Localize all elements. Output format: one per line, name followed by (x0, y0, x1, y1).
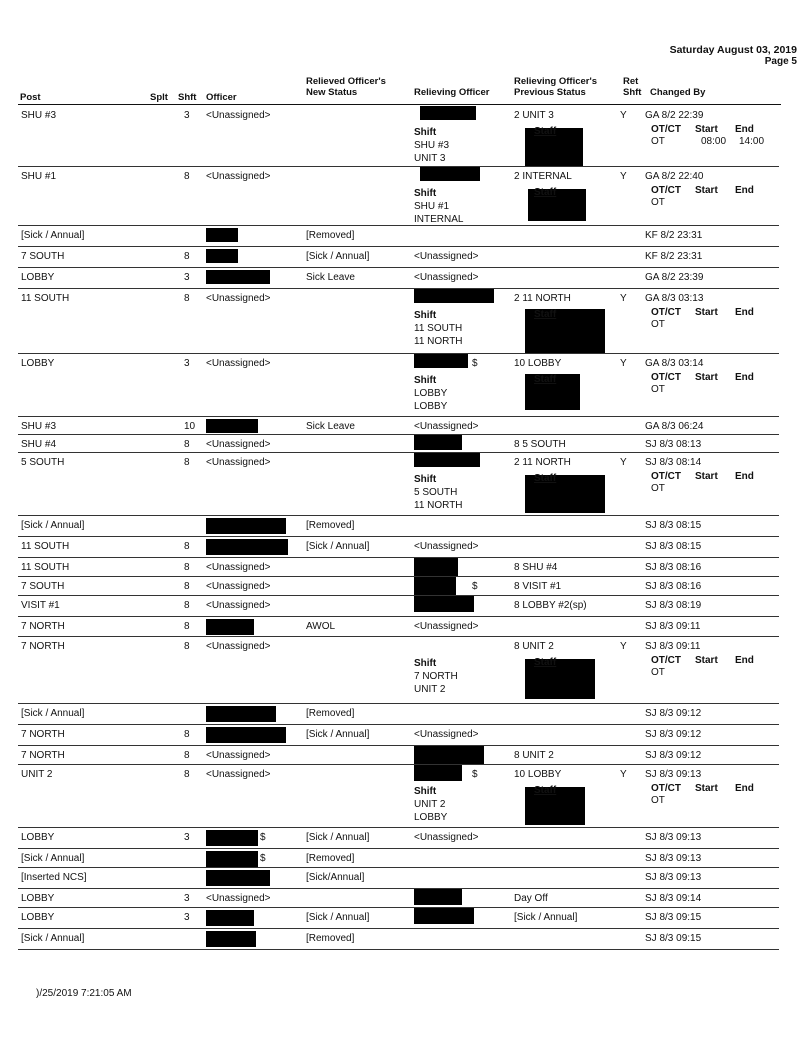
ret-shift-cell: Y (620, 171, 627, 182)
redaction-block (206, 931, 256, 947)
new-status-cell: [Removed] (306, 230, 355, 241)
post-cell: SHU #1 (21, 171, 57, 182)
table-row (18, 596, 779, 617)
shift-label: Shift (414, 127, 437, 138)
ot-value: OT (651, 319, 665, 330)
post-cell: LOBBY (21, 832, 55, 843)
shift-line: LOBBY (414, 401, 448, 412)
changed-by-cell: SJ 8/3 09:13 (645, 872, 702, 883)
header-divider (18, 104, 781, 105)
post-cell: 7 NORTH (21, 641, 65, 652)
table-row (18, 106, 779, 167)
start-label: Start (695, 307, 718, 318)
post-cell: [Sick / Annual] (21, 708, 85, 719)
shift-line: 7 NORTH (414, 671, 458, 682)
ot-ct-label: OT/CT (651, 185, 681, 196)
table-row (18, 765, 779, 828)
shift-cell: 3 (184, 272, 190, 283)
ot-ct-label: OT/CT (651, 307, 681, 318)
table-row (18, 435, 779, 453)
table-row (18, 537, 779, 558)
changed-by-cell: SJ 8/3 09:13 (645, 853, 702, 864)
shift-cell: 8 (184, 641, 190, 652)
redaction-block (414, 596, 474, 612)
officer-cell: <Unassigned> (206, 893, 271, 904)
post-cell: 5 SOUTH (21, 457, 65, 468)
table-row (18, 226, 779, 247)
column-header-new-status: Relieved Officer's New Status (306, 76, 386, 98)
changed-by-cell: SJ 8/3 08:16 (645, 581, 702, 592)
post-cell: 7 NORTH (21, 750, 65, 761)
previous-status-cell: 8 5 SOUTH (514, 439, 566, 450)
ot-grid-header (651, 185, 754, 197)
post-cell: [Sick / Annual] (21, 230, 85, 241)
changed-by-cell: GA 8/3 03:13 (645, 293, 704, 304)
ot-value: OT (651, 384, 665, 395)
changed-by-cell: SJ 8/3 08:19 (645, 600, 702, 611)
ot-grid-values (651, 795, 754, 807)
ot-value: OT (651, 136, 665, 147)
shift-line: UNIT 3 (414, 153, 446, 164)
ot-grid (651, 124, 764, 148)
redaction-block (206, 518, 286, 534)
shift-line: 11 NORTH (414, 500, 463, 511)
shift-line: UNIT 2 (414, 684, 446, 695)
officer-cell: <Unassigned> (206, 439, 271, 450)
officer-cell: <Unassigned> (206, 293, 271, 304)
table-row (18, 746, 779, 765)
changed-by-cell: GA 8/3 06:24 (645, 421, 704, 432)
post-cell: [Sick / Annual] (21, 853, 85, 864)
ot-ct-label: OT/CT (651, 124, 681, 135)
shift-label: Shift (414, 188, 437, 199)
shift-cell: 8 (184, 769, 190, 780)
shift-cell: 3 (184, 912, 190, 923)
previous-status-cell: 8 LOBBY #2(sp) (514, 600, 587, 611)
start-label: Start (695, 185, 718, 196)
redaction-block (414, 908, 474, 924)
redaction-block (414, 558, 458, 576)
previous-status-cell: Day Off (514, 893, 548, 904)
relieving-officer-cell: <Unassigned> (414, 421, 479, 432)
redaction-block (206, 419, 258, 433)
changed-by-cell: SJ 8/3 08:16 (645, 562, 702, 573)
shift-cell: 8 (184, 457, 190, 468)
redaction-block (206, 539, 288, 555)
new-status-cell: [Removed] (306, 933, 355, 944)
table-row (18, 908, 779, 929)
staff-label: Staff (534, 657, 557, 668)
changed-by-cell: KF 8/2 23:31 (645, 230, 703, 241)
post-cell: 7 SOUTH (21, 251, 65, 262)
shift-cell: 8 (184, 562, 190, 573)
ot-grid (651, 471, 754, 495)
post-cell: SHU #4 (21, 439, 57, 450)
officer-cell: <Unassigned> (206, 641, 271, 652)
officer-cell: <Unassigned> (206, 358, 271, 369)
ot-grid-values (651, 197, 754, 209)
officer-cell: $ (260, 853, 266, 864)
post-cell: UNIT 2 (21, 769, 53, 780)
table-row (18, 889, 779, 908)
start-label: Start (695, 655, 718, 666)
redaction-block (420, 106, 476, 120)
shift-cell: 3 (184, 832, 190, 843)
new-status-cell: [Sick / Annual] (306, 251, 370, 262)
shift-line: LOBBY (414, 388, 448, 399)
ot-ct-label: OT/CT (651, 783, 681, 794)
redaction-block (414, 453, 480, 467)
relieving-officer-cell: <Unassigned> (414, 832, 479, 843)
table-row (18, 417, 779, 435)
redaction-block (206, 619, 254, 635)
redaction-block (414, 435, 462, 450)
new-status-cell: [Sick / Annual] (306, 832, 370, 843)
column-header-changed-by: Changed By (650, 87, 706, 98)
changed-by-cell: SJ 8/3 09:12 (645, 750, 702, 761)
shift-detail (414, 126, 449, 165)
table-row (18, 289, 779, 354)
post-cell: SHU #3 (21, 110, 57, 121)
changed-by-cell: SJ 8/3 09:12 (645, 708, 702, 719)
ot-value: OT (651, 795, 665, 806)
relieving-officer-cell: <Unassigned> (414, 621, 479, 632)
previous-status-cell: 8 VISIT #1 (514, 581, 562, 592)
ret-shift-cell: Y (620, 457, 627, 468)
ot-grid (651, 655, 754, 679)
shift-cell: 8 (184, 729, 190, 740)
changed-by-cell: SJ 8/3 09:15 (645, 933, 702, 944)
table-row (18, 558, 779, 577)
changed-by-cell: KF 8/2 23:31 (645, 251, 703, 262)
shift-cell: 8 (184, 581, 190, 592)
table-row (18, 828, 779, 849)
shift-line: 11 NORTH (414, 336, 463, 347)
shift-label: Shift (414, 310, 437, 321)
table-row (18, 516, 779, 537)
redaction-block (420, 167, 480, 181)
ret-shift-cell: Y (620, 641, 627, 652)
table-row (18, 577, 779, 596)
previous-status-cell: 2 INTERNAL (514, 171, 572, 182)
redaction-block (206, 851, 258, 867)
redaction-block (414, 577, 456, 595)
ot-end-value: 14:00 (739, 136, 765, 147)
post-cell: SHU #3 (21, 421, 57, 432)
end-label: End (735, 372, 754, 383)
column-header-ret-shift: Ret Shft (623, 76, 642, 98)
table-row (18, 637, 779, 704)
redaction-block (206, 830, 258, 846)
shift-line: 5 SOUTH (414, 487, 458, 498)
ot-grid-values (651, 667, 754, 679)
new-status-cell: Sick Leave (306, 421, 355, 432)
shift-detail (414, 187, 463, 226)
ot-grid-values (651, 136, 764, 148)
officer-cell: <Unassigned> (206, 581, 271, 592)
shift-line: INTERNAL (414, 214, 464, 225)
ot-grid-header (651, 372, 754, 384)
column-header-split: Splt (150, 92, 168, 103)
ret-shift-cell: Y (620, 358, 627, 369)
post-cell: LOBBY (21, 912, 55, 923)
changed-by-cell: SJ 8/3 09:12 (645, 729, 702, 740)
post-cell: 11 SOUTH (21, 293, 70, 304)
ot-value: OT (651, 667, 665, 678)
start-label: Start (695, 372, 718, 383)
redaction-block (414, 354, 468, 368)
ot-start-value: 08:00 (701, 136, 727, 147)
new-status-cell: Sick Leave (306, 272, 355, 283)
changed-by-cell: GA 8/2 22:40 (645, 171, 704, 182)
previous-status-cell: 2 11 NORTH (514, 457, 571, 468)
shift-cell: 8 (184, 541, 190, 552)
staff-label: Staff (534, 126, 557, 137)
ret-shift-cell: Y (620, 293, 627, 304)
ot-grid-header (651, 307, 754, 319)
changed-by-cell: SJ 8/3 09:13 (645, 769, 702, 780)
officer-cell: <Unassigned> (206, 562, 271, 573)
new-status-cell: [Sick / Annual] (306, 729, 370, 740)
table-row (18, 725, 779, 746)
table-row (18, 268, 779, 289)
changed-by-cell: SJ 8/3 09:11 (645, 621, 701, 632)
redaction-block (414, 889, 462, 905)
officer-cell: <Unassigned> (206, 457, 271, 468)
changed-by-cell: SJ 8/3 08:15 (645, 520, 702, 531)
previous-status-cell: [Sick / Annual] (514, 912, 578, 923)
column-header-previous-status: Relieving Officer's Previous Status (514, 76, 598, 98)
table-row (18, 929, 779, 950)
redaction-block (206, 270, 270, 284)
shift-line: SHU #1 (414, 201, 450, 212)
ot-grid (651, 783, 754, 807)
new-status-cell: [Sick/Annual] (306, 872, 365, 883)
staff-label: Staff (534, 309, 557, 320)
shift-label: Shift (414, 474, 437, 485)
shift-cell: 8 (184, 750, 190, 761)
changed-by-cell: SJ 8/3 09:15 (645, 912, 702, 923)
changed-by-cell: SJ 8/3 09:11 (645, 641, 701, 652)
relieving-officer-cell: <Unassigned> (414, 729, 479, 740)
new-status-cell: [Removed] (306, 708, 355, 719)
relieving-officer-cell: <Unassigned> (414, 541, 479, 552)
changed-by-cell: SJ 8/3 09:13 (645, 832, 702, 843)
shift-line: UNIT 2 (414, 799, 446, 810)
table-row (18, 849, 779, 868)
previous-status-cell: 10 LOBBY (514, 769, 562, 780)
ot-value: OT (651, 197, 665, 208)
relieving-officer-cell: $ (472, 581, 478, 592)
shift-label: Shift (414, 375, 437, 386)
new-status-cell: AWOL (306, 621, 336, 632)
table-row (18, 453, 779, 516)
changed-by-cell: GA 8/2 23:39 (645, 272, 704, 283)
shift-label: Shift (414, 786, 437, 797)
ot-grid-values (651, 319, 754, 331)
ot-ct-label: OT/CT (651, 655, 681, 666)
changed-by-cell: GA 8/2 22:39 (645, 110, 704, 121)
start-label: Start (695, 124, 718, 135)
officer-cell: <Unassigned> (206, 171, 271, 182)
ret-shift-cell: Y (620, 110, 627, 121)
ot-grid (651, 185, 754, 209)
shift-cell: 8 (184, 171, 190, 182)
shift-detail (414, 657, 458, 696)
post-cell: VISIT #1 (21, 600, 60, 611)
redaction-block (206, 870, 270, 886)
post-cell: 11 SOUTH (21, 541, 70, 552)
previous-status-cell: 2 UNIT 3 (514, 110, 554, 121)
end-label: End (735, 783, 754, 794)
ot-grid (651, 307, 754, 331)
shift-line: SHU #3 (414, 140, 450, 151)
redaction-block (414, 289, 494, 303)
officer-cell: $ (260, 832, 266, 843)
print-timestamp: )/25/2019 7:21:05 AM (36, 988, 132, 999)
previous-status-cell: 2 11 NORTH (514, 293, 571, 304)
staff-label: Staff (534, 187, 557, 198)
table-row (18, 354, 779, 417)
new-status-cell: [Removed] (306, 520, 355, 531)
end-label: End (735, 471, 754, 482)
relieving-officer-cell: <Unassigned> (414, 272, 479, 283)
changed-by-cell: GA 8/3 03:14 (645, 358, 704, 369)
ot-ct-label: OT/CT (651, 471, 681, 482)
page-number: Page 5 (764, 56, 797, 67)
staff-label: Staff (534, 473, 557, 484)
column-header-officer: Officer (206, 92, 237, 103)
column-header-relieving-officer: Relieving Officer (414, 87, 490, 98)
redaction-block (414, 765, 462, 781)
redaction-block (206, 228, 238, 242)
redaction-block (206, 910, 254, 926)
redaction-block (206, 727, 286, 743)
end-label: End (735, 307, 754, 318)
changed-by-cell: SJ 8/3 08:14 (645, 457, 702, 468)
post-cell: LOBBY (21, 358, 55, 369)
ot-ct-label: OT/CT (651, 372, 681, 383)
new-status-cell: [Sick / Annual] (306, 541, 370, 552)
shift-cell: 10 (184, 421, 196, 432)
end-label: End (735, 655, 754, 666)
post-cell: 11 SOUTH (21, 562, 70, 573)
redaction-block (206, 249, 238, 263)
start-label: Start (695, 783, 718, 794)
ot-value: OT (651, 483, 665, 494)
staff-label: Staff (534, 785, 557, 796)
previous-status-cell: 8 UNIT 2 (514, 750, 554, 761)
shift-cell: 3 (184, 358, 190, 369)
changed-by-cell: SJ 8/3 08:15 (645, 541, 702, 552)
ot-grid-header (651, 471, 754, 483)
shift-cell: 3 (184, 110, 190, 121)
post-cell: [Sick / Annual] (21, 933, 85, 944)
officer-cell: <Unassigned> (206, 600, 271, 611)
table-row (18, 167, 779, 226)
officer-cell: <Unassigned> (206, 769, 271, 780)
report-date: Saturday August 03, 2019 (669, 44, 797, 56)
officer-cell: <Unassigned> (206, 110, 271, 121)
post-cell: LOBBY (21, 272, 55, 283)
shift-label: Shift (414, 658, 437, 669)
redaction-block (206, 706, 276, 722)
table-row (18, 247, 779, 268)
relieving-officer-cell: <Unassigned> (414, 251, 479, 262)
new-status-cell: [Sick / Annual] (306, 912, 370, 923)
shift-cell: 8 (184, 621, 190, 632)
shift-line: 11 SOUTH (414, 323, 463, 334)
post-cell: 7 NORTH (21, 621, 65, 632)
post-cell: 7 SOUTH (21, 581, 65, 592)
ret-shift-cell: Y (620, 769, 627, 780)
post-cell: [Sick / Annual] (21, 520, 85, 531)
shift-cell: 8 (184, 293, 190, 304)
changed-by-cell: SJ 8/3 09:14 (645, 893, 702, 904)
ot-grid-header (651, 783, 754, 795)
ot-grid-values (651, 384, 754, 396)
shift-detail (414, 785, 447, 824)
column-header-post: Post (20, 92, 41, 103)
end-label: End (735, 124, 754, 135)
officer-cell: <Unassigned> (206, 750, 271, 761)
shift-detail (414, 374, 447, 413)
shift-detail (414, 473, 463, 512)
new-status-cell: [Removed] (306, 853, 355, 864)
previous-status-cell: 8 UNIT 2 (514, 641, 554, 652)
previous-status-cell: 10 LOBBY (514, 358, 562, 369)
relieving-officer-cell: $ (472, 358, 478, 369)
shift-cell: 8 (184, 251, 190, 262)
relieving-officer-cell: $ (472, 769, 478, 780)
table-row (18, 704, 779, 725)
previous-status-cell: 8 SHU #4 (514, 562, 558, 573)
changed-by-cell: SJ 8/3 08:13 (645, 439, 702, 450)
ot-grid-values (651, 483, 754, 495)
shift-line: LOBBY (414, 812, 448, 823)
shift-cell: 8 (184, 600, 190, 611)
table-row (18, 617, 779, 637)
shift-cell: 8 (184, 439, 190, 450)
ot-grid (651, 372, 754, 396)
post-cell: 7 NORTH (21, 729, 65, 740)
ot-grid-header (651, 655, 754, 667)
post-cell: LOBBY (21, 893, 55, 904)
table-row (18, 868, 779, 889)
shift-cell: 3 (184, 893, 190, 904)
end-label: End (735, 185, 754, 196)
shift-detail (414, 309, 463, 348)
start-label: Start (695, 471, 718, 482)
staff-label: Staff (534, 374, 557, 385)
redaction-block (414, 746, 484, 764)
ot-grid-header (651, 124, 764, 136)
column-header-shift: Shft (178, 92, 197, 103)
post-cell: [Inserted NCS] (21, 872, 87, 883)
roster-table (18, 106, 779, 950)
